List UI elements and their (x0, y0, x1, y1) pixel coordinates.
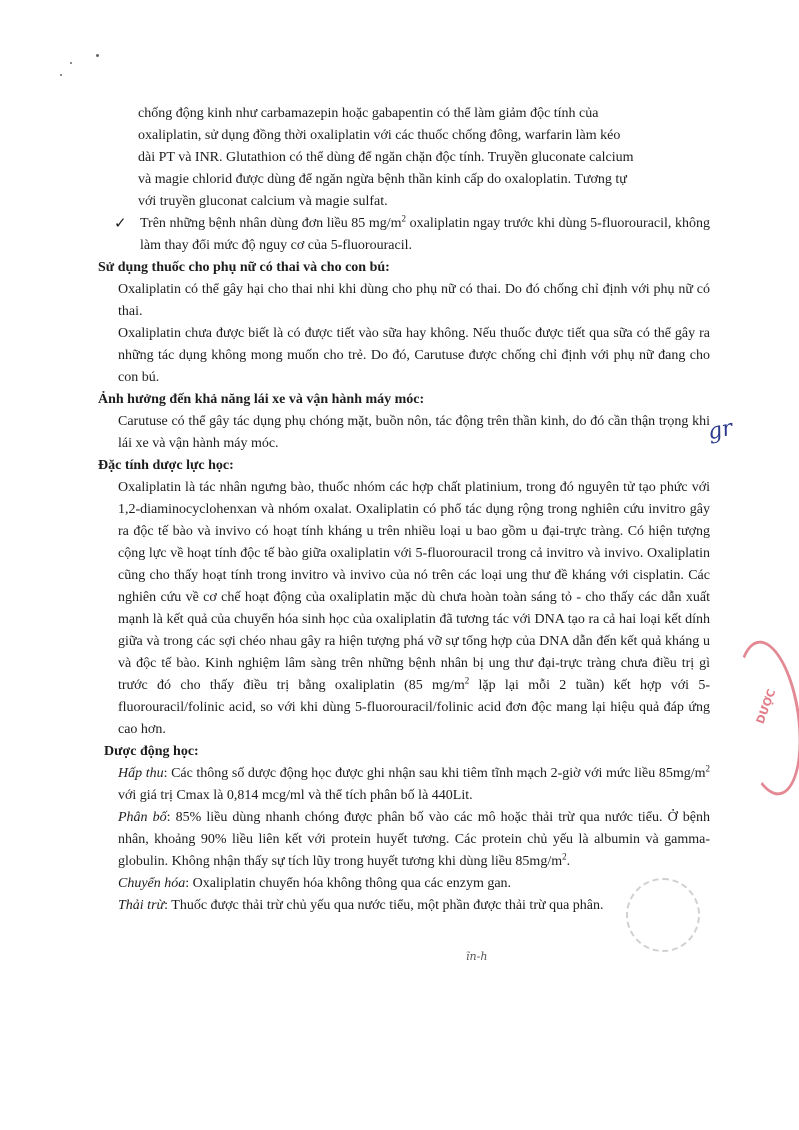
pregnancy-section (98, 257, 710, 389)
pharmacodynamics-section (98, 455, 710, 741)
paragraph: Oxaliplatin có thể gây hại cho thai nhi khi dùng cho phụ nữ có thai. Do đó chống chỉ định với phụ nữ có thai. (118, 282, 710, 319)
section-heading: Ảnh hưởng đến khả năng lái xe và vận hành máy móc: (98, 392, 425, 407)
paragraph (98, 477, 710, 741)
paragraph-text: : 85% liều dùng nhanh chóng được phân bố vào các mô hoặc thải trừ qua nước tiểu. Ở bệnh nhân, khoảng 90% liều liên kết với protein huyết tương. Các protein chủ yếu là albumin và gamma-globulin. Không nhận thấy sự tích lũy trong huyết tương khi dùng liều 85mg/m (118, 810, 710, 869)
paragraph-text: : Các thông số dược động học được ghi nhận sau khi tiêm tĩnh mạch 2-giờ với mức liều 85mg/m (163, 766, 706, 781)
section-heading: Dược động học: (104, 744, 199, 759)
paragraph-text-cont: . (566, 854, 571, 869)
scan-speck (60, 74, 62, 76)
drug-interactions-section (98, 103, 710, 257)
absorption-paragraph (98, 763, 710, 807)
elimination-paragraph (98, 895, 710, 917)
term-label: Phân bố (118, 810, 167, 825)
bullet-text-cont: oxaliplatin ngay trước khi dùng 5-fluorouracil, không làm thay đổi mức độ nguy cơ của 5-fluorouracil. (140, 216, 710, 253)
section-heading: Đặc tính dược lực học: (98, 458, 234, 473)
driving-section (98, 389, 710, 455)
bullet-text: Trên những bệnh nhân dùng đơn liều 85 mg/m (140, 216, 402, 231)
interaction-bullet (98, 213, 710, 257)
term-label: Thải trừ (118, 898, 165, 913)
distribution-paragraph (98, 807, 710, 873)
interaction-line-2: oxaliplatin, sử dụng đồng thời oxaliplatin với các thuốc chống đông, warfarin làm kéo (138, 128, 621, 143)
paragraph-text: : Oxaliplatin chuyển hóa không thông qua các enzym gan. (185, 876, 512, 891)
superscript: 2 (705, 763, 711, 774)
paragraph: Carutuse có thể gây tác dụng phụ chóng mặt, buồn nôn, tác động trên thần kinh, do đó cần thận trọng khi lái xe và vận hành máy móc. (118, 414, 710, 451)
superscript: 2 (562, 851, 567, 862)
term-label: Chuyển hóa (118, 876, 186, 891)
interaction-line-4: và magie chlorid được dùng để ngăn ngừa bệnh thần kinh cấp do oxaloplatin. Tương tự (138, 172, 627, 187)
pharmacokinetics-section (98, 741, 710, 917)
term-label: Hấp thu (118, 766, 164, 781)
handwritten-scribble: ĩn-h (466, 950, 488, 963)
interaction-line-5: với truyền gluconat calcium và magie sulfat. (138, 194, 388, 209)
interaction-line-3: dài PT và INR. Glutathion có thể dùng để ngăn chặn độc tính. Truyền gluconate calcium (138, 150, 634, 165)
metabolism-paragraph (98, 873, 710, 895)
faded-seal (626, 878, 700, 952)
superscript: 2 (401, 213, 407, 224)
paragraph-text: Oxaliplatin là tác nhân ngưng bào, thuốc nhóm các hợp chất platinium, trong đó nguyên tử tạo phức với 1,2-diaminocyclohenxan và nhóm oxalat. Oxaliplatin có phổ tác dụng rộng trong nghiên cứu invitro gây ra độc tế bào và invivo có hoạt tính kháng u trên nhiều loại u bao gồm u đại-trực tràng. Có hiện tượng cộng lực về hoạt tính độc tế bào giữa oxaliplatin với 5-fluorouracil trong cả invitro và invivo. Oxaliplatin cũng cho thấy hoạt tính trong invitro và invivo của nó trên các loại ung thư đề kháng với cisplatin. Các nghiên cứu về cơ chế hoạt động của oxaliplatin mặc dù chưa hoàn toàn sáng tỏ - cho thấy các dẫn xuất mạnh là kết quả của chuyển hóa sinh học của oxaliplatin đã tương tác với DNA tạo ra cả hai loại kết dính giữa và trong các sợi chéo nhau gây ra hiện tượng phá vỡ sự tổng hợp của DNA dẫn đến kết quả kháng u và độc tế bào. Kinh nghiệm lâm sàng trên những bệnh nhân bị ung thư đại-trực tràng chưa điều trị gì trước đó cho thấy điều trị bằng oxaliplatin (85 mg/m (118, 480, 710, 693)
paragraph-text-cont: lặp lại mỗi 2 tuần) kết hợp với 5-fluorouracil/folinic acid, so với khi dùng 5-fluorouracil/folinic acid đơn độc mang lại hiệu quả đáp ứng cao hơn. (118, 678, 710, 737)
paragraph-text-cont: với giá trị Cmax là 0,814 mcg/ml và thể tích phân bố là 440Lit. (118, 788, 473, 803)
checkmark-icon: ✓ (114, 216, 127, 232)
document-body (98, 103, 710, 917)
scan-speck (96, 54, 99, 57)
section-heading: Sử dụng thuốc cho phụ nữ có thai và cho con bú: (98, 260, 390, 275)
scan-speck (70, 62, 72, 64)
paragraph-text: : Thuốc được thải trừ chủ yếu qua nước tiểu, một phần được thải trừ qua phân. (164, 898, 604, 913)
stamp-text: DƯỢC (753, 687, 779, 726)
handwritten-initial: gr (705, 415, 735, 446)
superscript: 2 (464, 675, 470, 686)
paragraph: Oxaliplatin chưa được biết là có được tiết vào sữa hay không. Nếu thuốc được tiết qua sữa có thể gây ra những tác dụng không mong muốn cho trẻ. Do đó, Carutuse được chống chỉ định với phụ nữ đang cho con bú. (118, 326, 710, 385)
interaction-line-1: chống động kinh như carbamazepin hoặc gabapentin có thể làm giảm độc tính của (138, 106, 599, 121)
